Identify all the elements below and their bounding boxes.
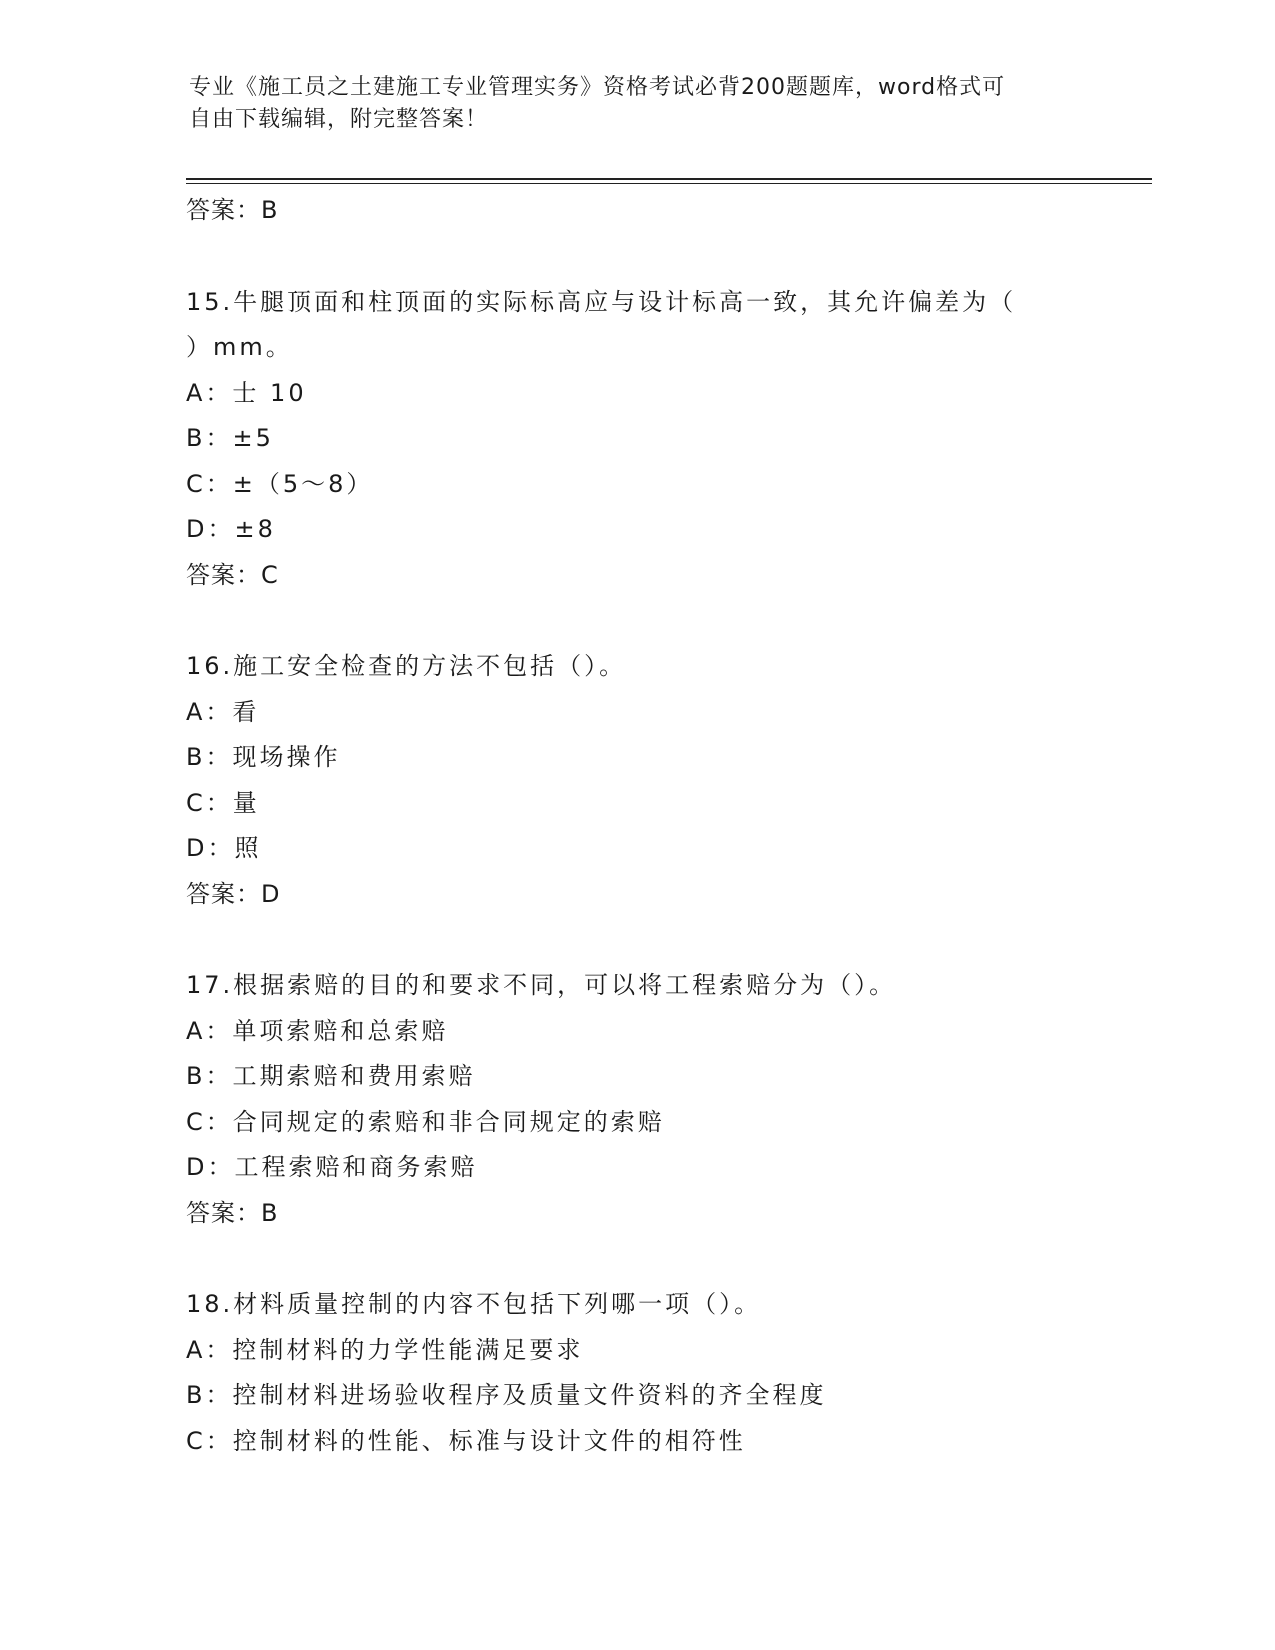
question-15-answer: 答案：C xyxy=(186,560,279,589)
question-18 xyxy=(186,1282,1136,1464)
header-rule-thin xyxy=(186,183,1152,184)
question-16-option-d: D：照 xyxy=(186,834,262,862)
question-15-option-a: A：士 10 xyxy=(186,378,307,407)
question-17-option-d: D：工程索赔和商务索赔 xyxy=(186,1153,478,1181)
question-16-answer: 答案：D xyxy=(186,879,281,908)
answer-14: 答案：B xyxy=(186,196,279,224)
question-18-option-c: C：控制材料的性能、标准与设计文件的相符性 xyxy=(186,1426,746,1455)
question-16-stem: 16.施工安全检查的方法不包括（）。 xyxy=(186,652,627,680)
question-18-option-b: B：控制材料进场验收程序及质量文件资料的齐全程度 xyxy=(186,1381,827,1409)
question-16-option-c: C：量 xyxy=(186,788,260,817)
question-list xyxy=(186,188,1136,1464)
header-line-2: 自由下载编辑，附完整答案！ xyxy=(189,107,489,132)
page-header xyxy=(189,72,1089,136)
question-18-stem: 18.材料质量控制的内容不包括下列哪一项（）。 xyxy=(186,1290,762,1318)
question-15-option-b: B：±5 xyxy=(186,424,274,452)
question-16 xyxy=(186,644,1136,917)
question-17-option-c: C：合同规定的索赔和非合同规定的索赔 xyxy=(186,1107,665,1136)
question-17-answer: 答案：B xyxy=(186,1198,279,1227)
question-17 xyxy=(186,963,1136,1236)
question-15 xyxy=(186,280,1136,599)
question-17-option-a: A：单项索赔和总索赔 xyxy=(186,1016,449,1045)
question-16-option-a: A：看 xyxy=(186,697,260,726)
question-15-stem-line-2: ）mm。 xyxy=(186,333,293,361)
question-15-option-c: C：±（5～8） xyxy=(186,469,374,498)
question-18-option-a: A：控制材料的力学性能满足要求 xyxy=(186,1335,584,1364)
header-line-1: 专业《施工员之土建施工专业管理实务》资格考试必背200题题库，word格式可 xyxy=(189,75,1006,100)
question-16-option-b: B：现场操作 xyxy=(186,743,341,771)
question-15-stem-line-1: 15.牛腿顶面和柱顶面的实际标高应与设计标高一致，其允许偏差为（ xyxy=(186,287,1017,316)
header-rule-thick xyxy=(186,178,1152,180)
question-15-option-d: D：±8 xyxy=(186,515,276,543)
question-17-stem: 17.根据索赔的目的和要求不同，可以将工程索赔分为（）。 xyxy=(186,971,897,999)
question-17-option-b: B：工期索赔和费用索赔 xyxy=(186,1062,476,1090)
